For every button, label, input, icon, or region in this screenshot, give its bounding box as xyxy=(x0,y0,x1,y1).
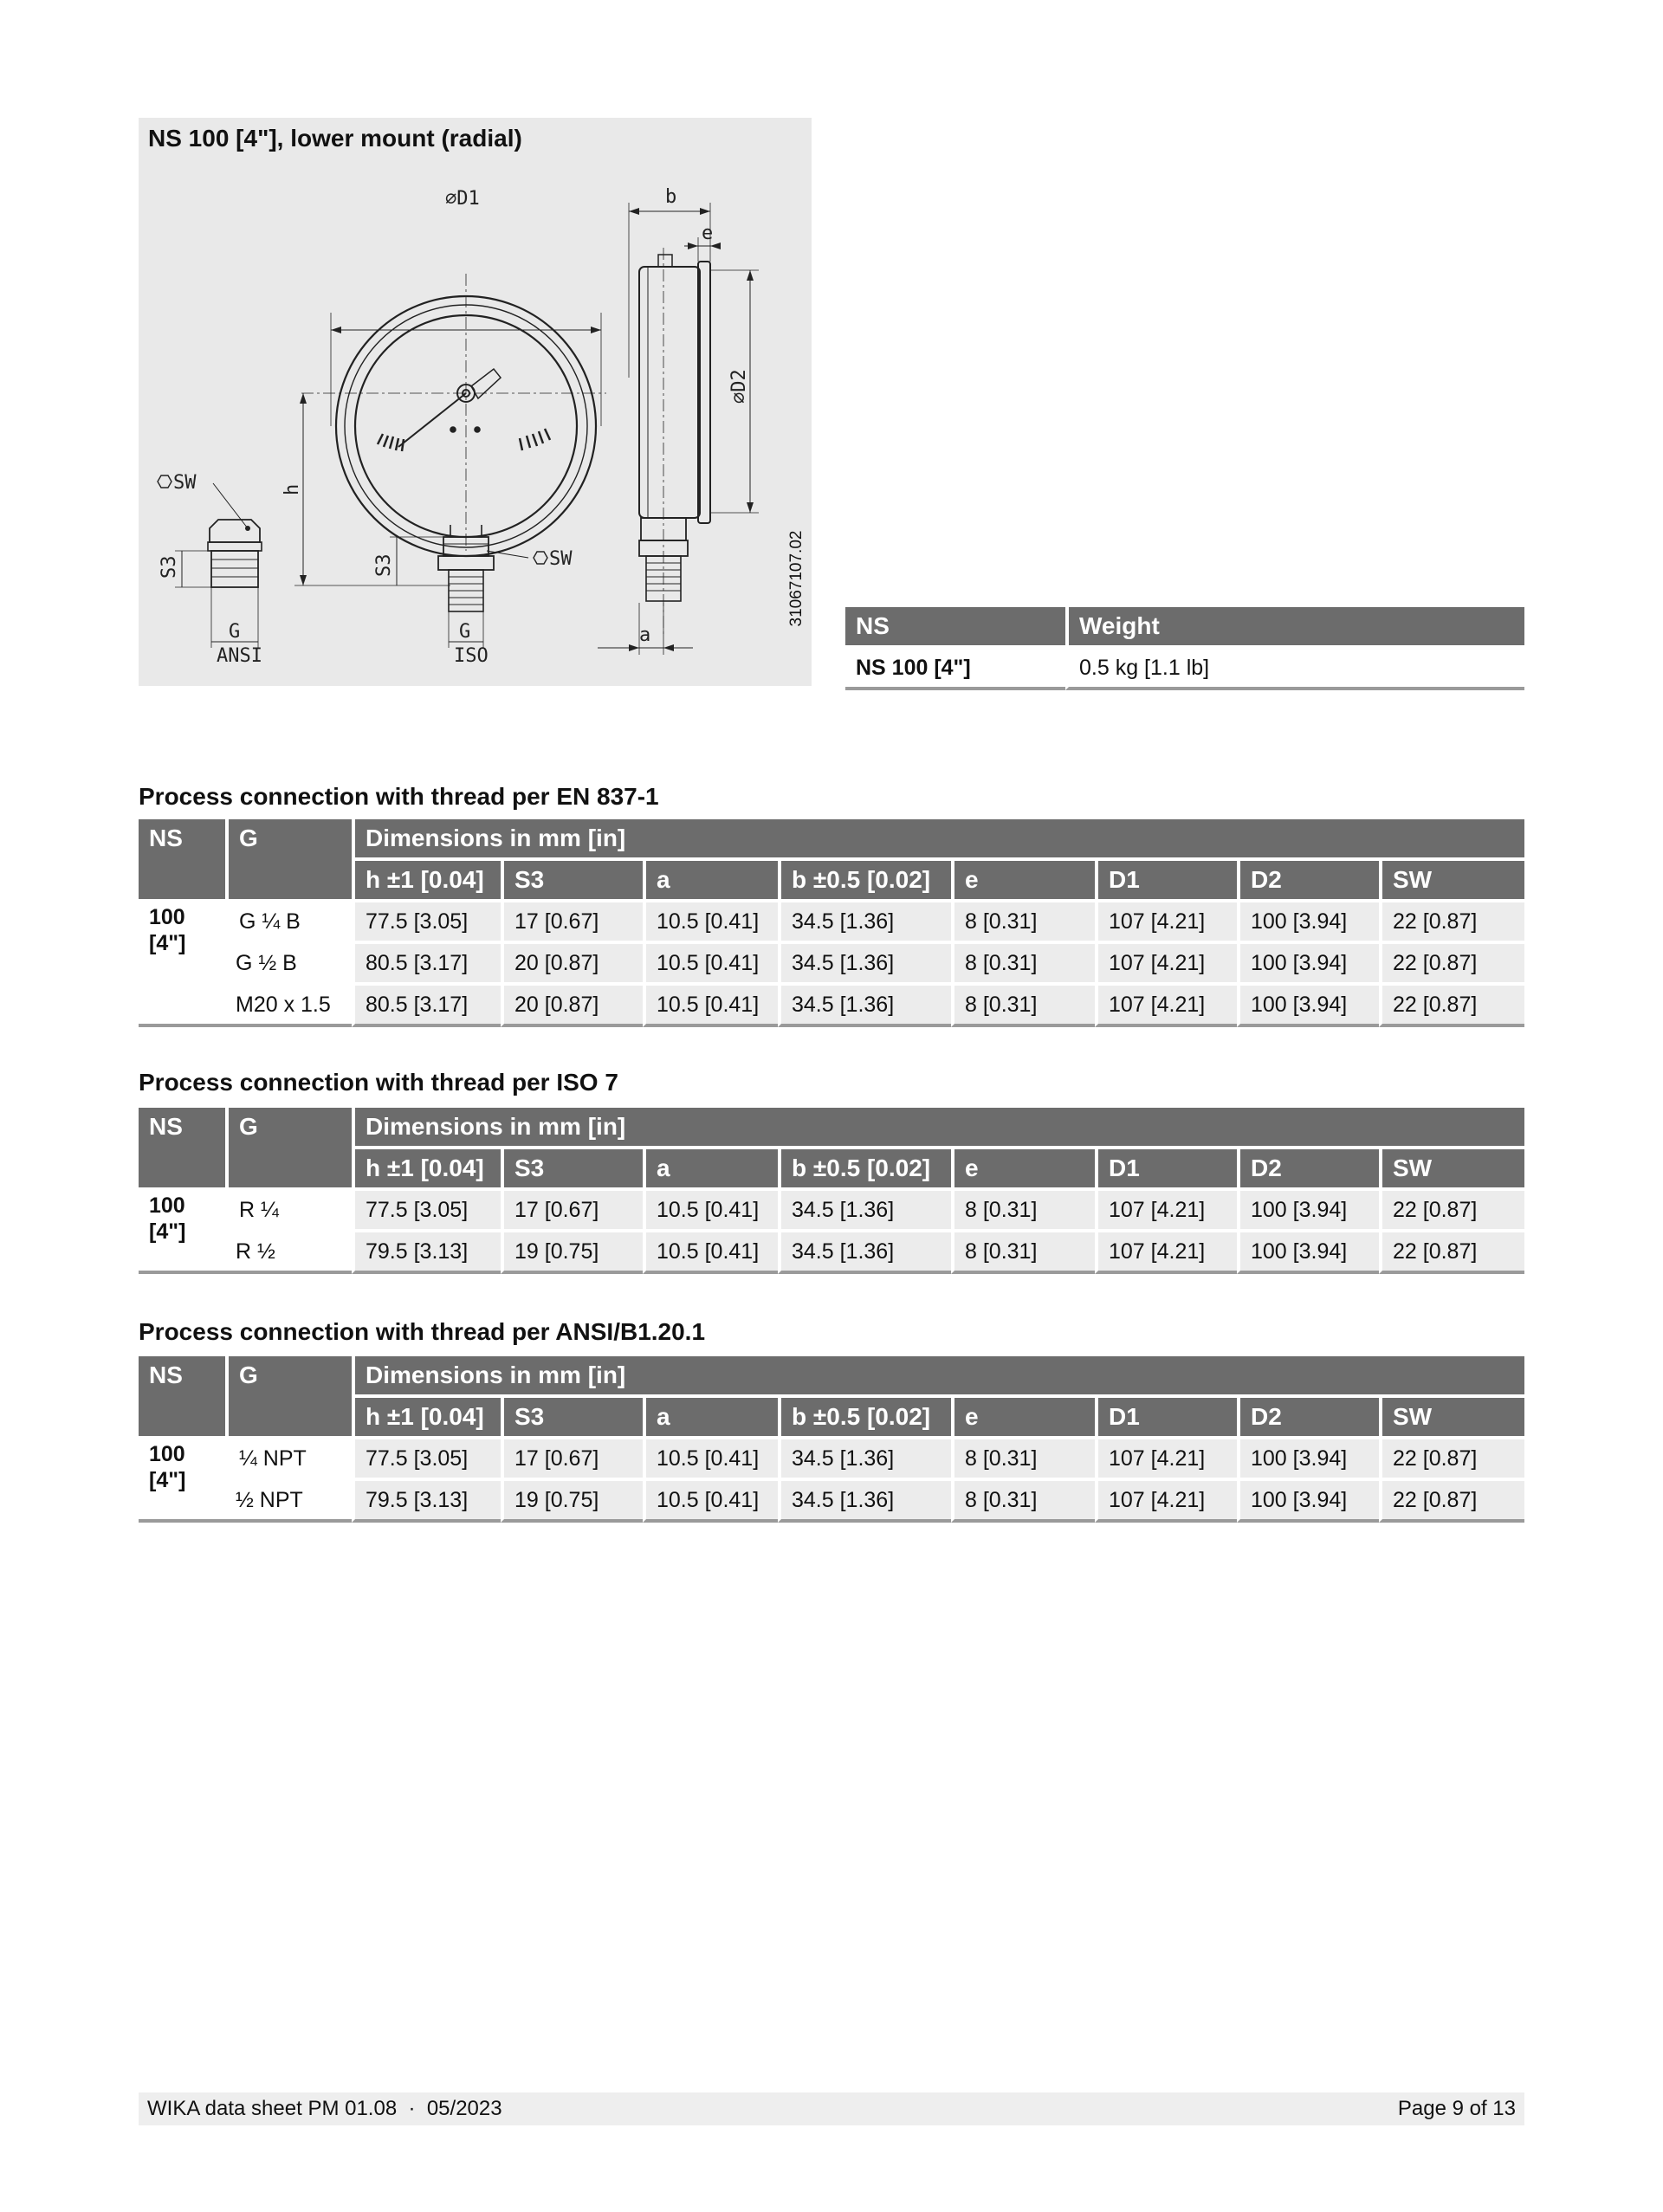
sw-cell: 22 [0.87] xyxy=(1379,982,1524,1027)
table-row xyxy=(845,645,1524,690)
sw-cell: 22 [0.87] xyxy=(1379,1187,1524,1229)
sw-cell: 22 [0.87] xyxy=(1379,1478,1524,1523)
d2-cell: 100 [3.94] xyxy=(1237,941,1379,982)
label-s3-iso: S3 xyxy=(373,553,395,577)
gauge-dimension-drawing xyxy=(139,118,812,686)
g-cell: R ¼ xyxy=(225,1187,352,1229)
g-cell: R ½ xyxy=(225,1229,352,1274)
header-b: b ±0.5 [0.02] xyxy=(778,1394,951,1436)
header-sw: SW xyxy=(1379,857,1524,899)
label-a: a xyxy=(639,624,651,646)
label-g-ansi: G xyxy=(229,621,241,643)
ansi-fitting-detail xyxy=(175,483,262,648)
d2-cell: 100 [3.94] xyxy=(1237,1478,1379,1523)
h-cell: 77.5 [3.05] xyxy=(352,1187,501,1229)
e-cell: 8 [0.31] xyxy=(951,982,1095,1027)
e-cell: 8 [0.31] xyxy=(951,899,1095,941)
h-cell: 79.5 [3.13] xyxy=(352,1229,501,1274)
sw-cell: 22 [0.87] xyxy=(1379,1229,1524,1274)
label-g-iso: G xyxy=(459,621,471,643)
drawing-title: NS 100 [4"], lower mount (radial) xyxy=(148,125,522,152)
header-d2: D2 xyxy=(1237,1146,1379,1187)
header-dimensions: Dimensions in mm [in] xyxy=(352,1108,1524,1146)
footer-document-id: WIKA data sheet PM 01.08 · 05/2023 xyxy=(147,2097,502,2120)
g-cell: ½ NPT xyxy=(225,1478,352,1523)
header-h: h ±1 [0.04] xyxy=(352,1394,501,1436)
d2-cell: 100 [3.94] xyxy=(1237,982,1379,1027)
g-cell: ¼ NPT xyxy=(225,1436,352,1478)
b-cell: 34.5 [1.36] xyxy=(778,899,951,941)
header-e: e xyxy=(951,1394,1095,1436)
g-cell: G ½ B xyxy=(225,941,352,982)
header-g: G xyxy=(225,1108,352,1146)
weight-header-ns: NS xyxy=(845,607,1065,645)
weight-cell-value: 0.5 kg [1.1 lb] xyxy=(1065,645,1524,690)
header-g: G xyxy=(225,819,352,857)
footer-page-number: Page 9 of 13 xyxy=(1397,2097,1516,2120)
table-row xyxy=(139,1187,1524,1229)
label-iso: ISO xyxy=(454,645,489,667)
header-ns: NS xyxy=(139,819,225,857)
section-title-iso7: Process connection with thread per ISO 7 xyxy=(139,1069,618,1096)
table-row xyxy=(139,982,1524,1027)
b-cell: 34.5 [1.36] xyxy=(778,941,951,982)
a-cell: 10.5 [0.41] xyxy=(643,899,778,941)
s3-cell: 20 [0.87] xyxy=(501,982,643,1027)
gauge-side-view xyxy=(598,203,759,655)
d2-cell: 100 [3.94] xyxy=(1237,1229,1379,1274)
table-row xyxy=(139,1229,1524,1274)
h-cell: 80.5 [3.17] xyxy=(352,982,501,1027)
header-a: a xyxy=(643,1394,778,1436)
label-sw-iso: SW xyxy=(549,548,573,570)
g-cell: M20 x 1.5 xyxy=(225,982,352,1027)
label-d2: ⌀D2 xyxy=(728,369,750,404)
drawing-id: 31067107.02 xyxy=(787,530,806,627)
gauge-front-view xyxy=(294,274,606,648)
header-b: b ±0.5 [0.02] xyxy=(778,1146,951,1187)
header-sw: SW xyxy=(1379,1394,1524,1436)
e-cell: 8 [0.31] xyxy=(951,1436,1095,1478)
technical-drawing-panel xyxy=(139,118,812,686)
e-cell: 8 [0.31] xyxy=(951,1187,1095,1229)
header-blank xyxy=(139,1394,225,1436)
dimensions-table-iso7 xyxy=(139,1108,1524,1274)
header-blank xyxy=(139,857,225,899)
header-blank xyxy=(225,1394,352,1436)
d1-cell: 107 [4.21] xyxy=(1095,1187,1237,1229)
b-cell: 34.5 [1.36] xyxy=(778,982,951,1027)
header-e: e xyxy=(951,857,1095,899)
b-cell: 34.5 [1.36] xyxy=(778,1478,951,1523)
header-dimensions: Dimensions in mm [in] xyxy=(352,1356,1524,1394)
header-h: h ±1 [0.04] xyxy=(352,1146,501,1187)
header-d2: D2 xyxy=(1237,1394,1379,1436)
header-s3: S3 xyxy=(501,1394,643,1436)
header-g: G xyxy=(225,1356,352,1394)
d1-cell: 107 [4.21] xyxy=(1095,1478,1237,1523)
sw-cell: 22 [0.87] xyxy=(1379,899,1524,941)
page-footer xyxy=(139,2092,1524,2125)
s3-cell: 20 [0.87] xyxy=(501,941,643,982)
section-title-en837: Process connection with thread per EN 837-1 xyxy=(139,783,659,810)
s3-cell: 17 [0.67] xyxy=(501,1436,643,1478)
weight-header-weight: Weight xyxy=(1065,607,1524,645)
a-cell: 10.5 [0.41] xyxy=(643,1478,778,1523)
h-cell: 80.5 [3.17] xyxy=(352,941,501,982)
h-cell: 77.5 [3.05] xyxy=(352,1436,501,1478)
d1-cell: 107 [4.21] xyxy=(1095,941,1237,982)
b-cell: 34.5 [1.36] xyxy=(778,1229,951,1274)
sw-cell: 22 [0.87] xyxy=(1379,1436,1524,1478)
header-s3: S3 xyxy=(501,1146,643,1187)
b-cell: 34.5 [1.36] xyxy=(778,1187,951,1229)
label-b: b xyxy=(665,186,677,208)
d2-cell: 100 [3.94] xyxy=(1237,1436,1379,1478)
hexagon-icon xyxy=(534,552,547,564)
h-cell: 79.5 [3.13] xyxy=(352,1478,501,1523)
s3-cell: 17 [0.67] xyxy=(501,899,643,941)
table-row xyxy=(139,1478,1524,1523)
e-cell: 8 [0.31] xyxy=(951,941,1095,982)
header-dimensions: Dimensions in mm [in] xyxy=(352,819,1524,857)
header-ns: NS xyxy=(139,1356,225,1394)
header-d1: D1 xyxy=(1095,857,1237,899)
header-blank xyxy=(139,1146,225,1187)
header-blank xyxy=(225,1146,352,1187)
a-cell: 10.5 [0.41] xyxy=(643,982,778,1027)
header-e: e xyxy=(951,1146,1095,1187)
d2-cell: 100 [3.94] xyxy=(1237,1187,1379,1229)
ns-cell: 100 [4"] xyxy=(139,1436,225,1523)
weight-cell-ns: NS 100 [4"] xyxy=(845,645,1065,690)
weight-table xyxy=(845,607,1524,690)
d1-cell: 107 [4.21] xyxy=(1095,1229,1237,1274)
g-cell: G ¼ B xyxy=(225,899,352,941)
ns-cell: 100 [4"] xyxy=(139,899,225,1027)
h-cell: 77.5 [3.05] xyxy=(352,899,501,941)
header-a: a xyxy=(643,857,778,899)
table-row xyxy=(139,941,1524,982)
label-ansi: ANSI xyxy=(217,645,262,667)
header-d1: D1 xyxy=(1095,1146,1237,1187)
hexagon-icon xyxy=(158,475,171,488)
dimensions-table-ansi xyxy=(139,1356,1524,1523)
table-row xyxy=(139,1436,1524,1478)
e-cell: 8 [0.31] xyxy=(951,1229,1095,1274)
header-d1: D1 xyxy=(1095,1394,1237,1436)
s3-cell: 19 [0.75] xyxy=(501,1478,643,1523)
label-h: h xyxy=(281,483,303,495)
b-cell: 34.5 [1.36] xyxy=(778,1436,951,1478)
a-cell: 10.5 [0.41] xyxy=(643,1436,778,1478)
table-row xyxy=(139,899,1524,941)
header-b: b ±0.5 [0.02] xyxy=(778,857,951,899)
e-cell: 8 [0.31] xyxy=(951,1478,1095,1523)
d1-cell: 107 [4.21] xyxy=(1095,899,1237,941)
d2-cell: 100 [3.94] xyxy=(1237,899,1379,941)
d1-cell: 107 [4.21] xyxy=(1095,1436,1237,1478)
label-d1: ⌀D1 xyxy=(445,188,480,210)
d1-cell: 107 [4.21] xyxy=(1095,982,1237,1027)
s3-cell: 19 [0.75] xyxy=(501,1229,643,1274)
s3-cell: 17 [0.67] xyxy=(501,1187,643,1229)
ns-cell: 100 [4"] xyxy=(139,1187,225,1274)
label-e: e xyxy=(702,223,714,244)
header-ns: NS xyxy=(139,1108,225,1146)
a-cell: 10.5 [0.41] xyxy=(643,941,778,982)
header-s3: S3 xyxy=(501,857,643,899)
header-blank xyxy=(225,857,352,899)
header-a: a xyxy=(643,1146,778,1187)
label-s3-ansi: S3 xyxy=(159,555,180,579)
header-d2: D2 xyxy=(1237,857,1379,899)
sw-cell: 22 [0.87] xyxy=(1379,941,1524,982)
dimensions-table-en837 xyxy=(139,819,1524,1027)
a-cell: 10.5 [0.41] xyxy=(643,1187,778,1229)
section-title-ansi: Process connection with thread per ANSI/B1.20.1 xyxy=(139,1318,706,1345)
header-h: h ±1 [0.04] xyxy=(352,857,501,899)
header-sw: SW xyxy=(1379,1146,1524,1187)
label-sw-ansi: SW xyxy=(173,472,197,494)
a-cell: 10.5 [0.41] xyxy=(643,1229,778,1274)
